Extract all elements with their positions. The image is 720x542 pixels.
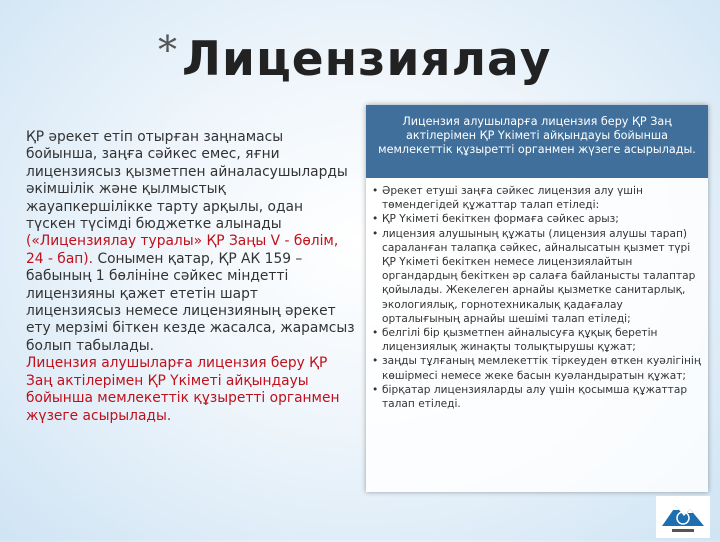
list-item: • Әрекет етуші заңға сәйкес лицензия алу үшін төмендегідей құжаттар талап етіледі: (372, 184, 702, 212)
slide-title: Лицензиялау (182, 32, 552, 87)
mountain-logo-icon (656, 496, 710, 538)
left-red-paragraph: Лицензия алушыларға лицензия беру ҚР Заң актілерімен ҚР Үкіметі айқындауы бойынша мемлекеттік құзыретті органмен жүзеге асырылады. (26, 355, 340, 424)
list-item: • бірқатар лицензияларды алу үшін қосымша құжаттар талап етіледі. (372, 383, 702, 411)
law-reference: («Лицензиялау туралы» ҚР Заңы V - бөлім, 24 - бап). (26, 233, 339, 267)
left-text-block (26, 129, 356, 425)
title-star-decoration: * (158, 28, 177, 72)
box-header: Лицензия алушыларға лицензия беру ҚР Заң актілерімен ҚР Үкіметі айқындауы бойынша мемлекеттік құзыретті органмен жүзеге асырылады. (366, 105, 708, 178)
left-paragraph-continuation: Сонымен қатар, ҚР АК 159 – бабының 1 бөлініне сәйкес міндетті лицензияны қажет ететін шарт лицензиясыз немесе лицензияның әрекет ету мерзімі біткен кезде жасалса, жарамсыз болып табылады. (26, 250, 355, 354)
requirements-box (366, 105, 708, 492)
requirements-list (366, 178, 708, 411)
list-item: • лицензия алушының құжаты (лицензия алушы тарап) сараланған талапқа сәйкес, айналысатын қызмет түрі ҚР Үкіметі бекіткен немесе лицензиялайтын органдардың бекіткен әр салаға байланысты талаптар қойылады. Жекелеген арнайы қызметке санитарлық, экологиялық, горнотехникалық қадағалау орталығының арнайы шешімі талап етіледі; (372, 227, 702, 326)
left-paragraph-main: ҚР әрекет етіп отырған заңнамасы бойынша, заңға сәйкес емес, яғни лицензиясыз қызметпен айналасушыларды әкімшілік және қылмыстық жауапкершілікке тарту арқылы, одан түскен түсімді бюджетке алынады (26, 129, 348, 233)
list-item: • ҚР Үкіметі бекіткен формаға сәйкес арыз; (372, 212, 702, 226)
list-item: • белгілі бір қызметпен айналысуға құқық беретін лицензиялық жинақты толықтырушы құжат; (372, 326, 702, 354)
list-item: • заңды тұлғаның мемлекеттік тіркеуден өткен куәлігінің көшірмесі немесе жеке басын куәландыратын құжат; (372, 354, 702, 382)
